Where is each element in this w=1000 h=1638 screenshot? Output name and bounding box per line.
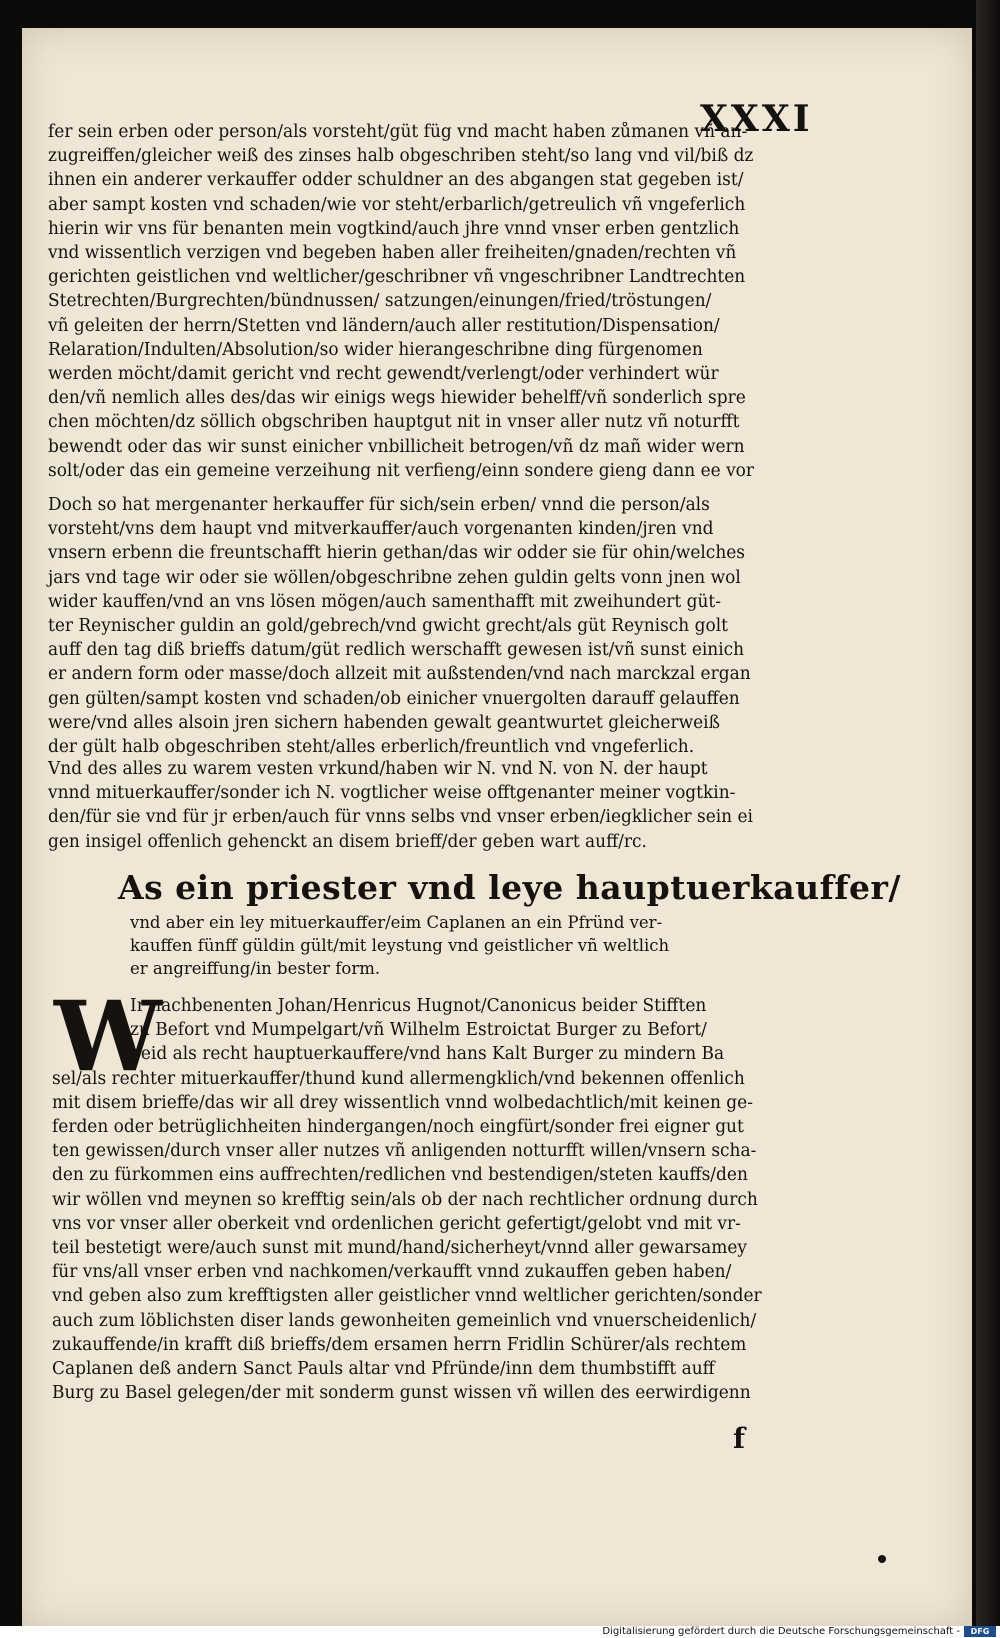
signature-mark: f (733, 1422, 746, 1455)
text-line: auch zum löblichsten diser lands gewonheiten gemeinlich vnd vnuerscheidenlich/ (52, 1310, 757, 1331)
text-line: fer sein erben oder person/als vorsteht/güt füg vnd macht haben zůmanen vñ an- (48, 122, 748, 142)
text-line: Burg zu Basel gelegen/der mit sonderm gunst wissen vñ willen des eerwirdigenn (52, 1383, 751, 1404)
text-line: vnd wissentlich verzigen vnd begeben haben aller freiheiten/gnaden/rechten vñ (48, 243, 737, 264)
text-line: solt/oder das ein gemeine verzeihung nit verfieng/einn sondere gieng dann ee vor (48, 460, 755, 481)
text-line: auff den tag diß brieffs datum/güt redlich werschafft gewesen ist/vñ sunst einich (48, 640, 745, 661)
text-line: Ir nachbenenten Johan/Henricus Hugnot/Canonicus beider Stifften (130, 996, 707, 1016)
text-line: vñ geleiten der herrn/Stetten vnd ländern/auch aller restitution/Dispensation/ (48, 315, 720, 336)
text-line: beid als recht hauptuerkauffere/vnd hans Kalt Burger zu mindern Ba (130, 1044, 725, 1065)
folio-number: XXXI (700, 98, 813, 140)
text-line: gerichten geistlichen vnd weltlicher/geschribner vñ vngeschribner Landtrechten (48, 267, 746, 288)
text-line: Relaration/Indulten/Absolution/so wider hierangeschribne ding fürgenomen (48, 339, 703, 360)
text-line: ten gewissen/durch vnser aller nutzes vñ anligenden notturfft willen/vnsern scha- (52, 1141, 757, 1162)
text-line: bewendt oder das wir sunst einicher vnbillicheit betrogen/vñ dz mañ wider wern (48, 436, 745, 457)
text-line: vnd aber ein ley mituerkauffer/eim Caplanen an ein Pfründ ver- (130, 913, 663, 933)
section-body (52, 980, 808, 1405)
text-line: chen möchten/dz söllich obgschriben hauptgut nit in vnser aller nutz vñ noturfft (48, 412, 740, 433)
text-line: vorsteht/vns dem haupt vnd mitverkauffer/auch vorgenanten kinden/jren vnd (48, 519, 714, 540)
text-line: den zu fürkommen eins auffrechten/redlichen vnd bestendigen/steten kauffs/den (52, 1165, 748, 1186)
ink-dot (878, 1555, 886, 1563)
text-line: Doch so hat mergenanter herkauffer für sich/sein erben/ vnnd die person/als (48, 495, 710, 515)
text-line: Stetrechten/Burgrechten/bündnussen/ satzungen/einungen/fried/tröstungen/ (48, 291, 712, 312)
text-line: kauffen fünff güldin gült/mit leystung vnd geistlicher vñ weltlich (130, 936, 670, 956)
paragraph-1 (48, 120, 808, 483)
text-line: gen gülten/sampt kosten vnd schaden/ob einicher vnuergolten darauff gelauffen (48, 688, 740, 709)
paragraph-2 (48, 493, 808, 759)
text-line: zukauffende/in krafft diß brieffs/dem ersamen herrn Fridlin Schürer/als rechtem (52, 1334, 747, 1355)
text-line: ihnen ein anderer verkauffer odder schuldner an des abgangen stat gegeben ist/ (48, 170, 744, 191)
text-line: teil bestetigt were/auch sunst mit mund/hand/sicherheyt/vnnd aller gewarsamey (52, 1238, 748, 1259)
scan-edge (976, 0, 1000, 1628)
text-line: der gült halb obgeschriben steht/alles erberlich/freuntlich vnd vngeferlich. (48, 737, 695, 758)
text-line: vns vor vnser aller oberkeit vnd ordenlichen gericht gefertigt/gelobt vnd mit vr- (52, 1213, 741, 1234)
text-line: gen insigel offenlich gehenckt an disem brieff/der geben wart auff/rc. (48, 831, 647, 852)
dfg-logo: DFG (964, 1626, 996, 1637)
text-line: Caplanen deß andern Sanct Pauls altar vnd Pfründe/inn dem thumbstifft auff (52, 1359, 715, 1380)
section-heading: As ein priester vnd leye hauptuerkauffer/ (118, 868, 901, 907)
text-line: zu Befort vnd Mumpelgart/vñ Wilhelm Estroictat Burger zu Befort/ (130, 1020, 707, 1041)
text-line: sel/als rechter mituerkauffer/thund kund allermengklich/vnd bekennen offenlich (52, 1068, 745, 1089)
text-line: zugreiffen/gleicher weiß des zinses halb obgeschriben steht/so lang vnd vil/biß dz (48, 146, 754, 167)
funding-note: Digitalisierung gefördert durch die Deutsche Forschungsgemeinschaft - (602, 1626, 960, 1637)
text-line: für vns/all vnser erben vnd nachkomen/verkaufft vnnd zukauffen geben haben/ (52, 1262, 732, 1283)
text-line: wir wöllen vnd meynen so krefftig sein/als ob der nach rechtlicher ordnung durch (52, 1189, 758, 1210)
text-line: er angreiffung/in bester form. (130, 959, 381, 979)
text-line: den/für sie vnd für jr erben/auch für vnns selbs vnd vnser erben/iegklicher sein ei (48, 807, 753, 828)
text-line: er andern form oder masse/doch allzeit mit außstenden/vnd nach marckzal ergan (48, 664, 751, 685)
text-line: ferden oder betrüglichheiten hindergangen/noch eingfürt/sonder frei eigner gut (52, 1117, 744, 1138)
text-line: jars vnd tage wir oder sie wöllen/obgeschribne zehen guldin gelts vonn jnen wol (48, 567, 741, 588)
section-subheading (130, 912, 810, 981)
text-line: were/vnd alles alsoin jren sichern habenden gewalt geantwurtet gleicherweiß (48, 712, 720, 733)
text-line: Vnd des alles zu warem vesten vrkund/haben wir N. vnd N. von N. der haupt (48, 759, 708, 779)
decorated-initial: W (54, 980, 162, 1093)
text-line: ter Reynischer guldin an gold/gebrech/vnd gwicht grecht/als güt Reynisch golt (48, 616, 728, 637)
text-line: hierin wir vns für benanten mein vogtkind/auch jhre vnnd vnser erben gentzlich (48, 218, 740, 239)
text-line: vnnd mituerkauffer/sonder ich N. vogtlicher weise offtgenanter meiner vogtkin- (48, 783, 736, 804)
text-line: aber sampt kosten vnd schaden/wie vor steht/erbarlich/getreulich vñ vngeferlich (48, 194, 746, 215)
text-line: den/vñ nemlich alles des/das wir einigs wegs hiewider behelff/vñ sonderlich spre (48, 388, 746, 409)
text-line: vnsern erbenn die freuntschafft hierin gethan/das wir odder sie für ohin/welches (48, 543, 746, 564)
footer-bar (0, 1626, 1000, 1638)
text-line: mit disem brieffe/das wir all drey wissentlich vnnd wolbedachtlich/mit keinen ge- (52, 1092, 753, 1113)
paragraph-3 (48, 757, 808, 854)
text-line: vnd geben also zum krefftigsten aller geistlicher vnnd weltlicher gerichten/sonder (52, 1286, 762, 1307)
text-line: werden möcht/damit gericht vnd recht gewendt/verlengt/oder verhindert wür (48, 364, 719, 385)
text-line: wider kauffen/vnd an vns lösen mögen/auch samenthafft mit zweihundert güt- (48, 591, 721, 612)
